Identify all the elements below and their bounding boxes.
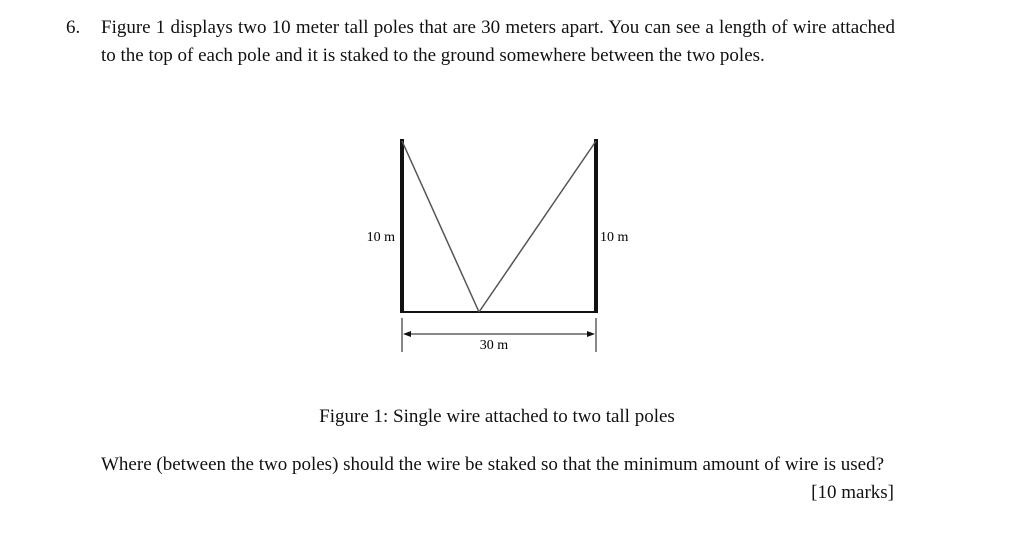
distance-label: 30 m xyxy=(479,338,509,353)
right-pole-label: 10 m xyxy=(600,230,629,245)
wire-right-segment xyxy=(479,141,596,312)
dimension-arrow-left xyxy=(403,331,411,337)
question-number: 6. xyxy=(66,17,81,38)
marks-label: [10 marks] xyxy=(811,482,894,503)
dimension-arrow-right xyxy=(587,331,595,337)
question-text: Figure 1 displays two 10 meter tall poles that are 30 meters apart. You can see a length of wire attached to the top of each pole and it is staked to the ground somewhere between the two poles. xyxy=(101,17,895,66)
figure-caption: Figure 1: Single wire attached to two tall poles xyxy=(319,406,675,427)
followup-question: Where (between the two poles) should the wire be staked so that the minimum amount of wire is used? xyxy=(101,454,885,475)
wire-left-segment xyxy=(402,141,479,312)
left-pole-label: 10 m xyxy=(366,230,395,245)
